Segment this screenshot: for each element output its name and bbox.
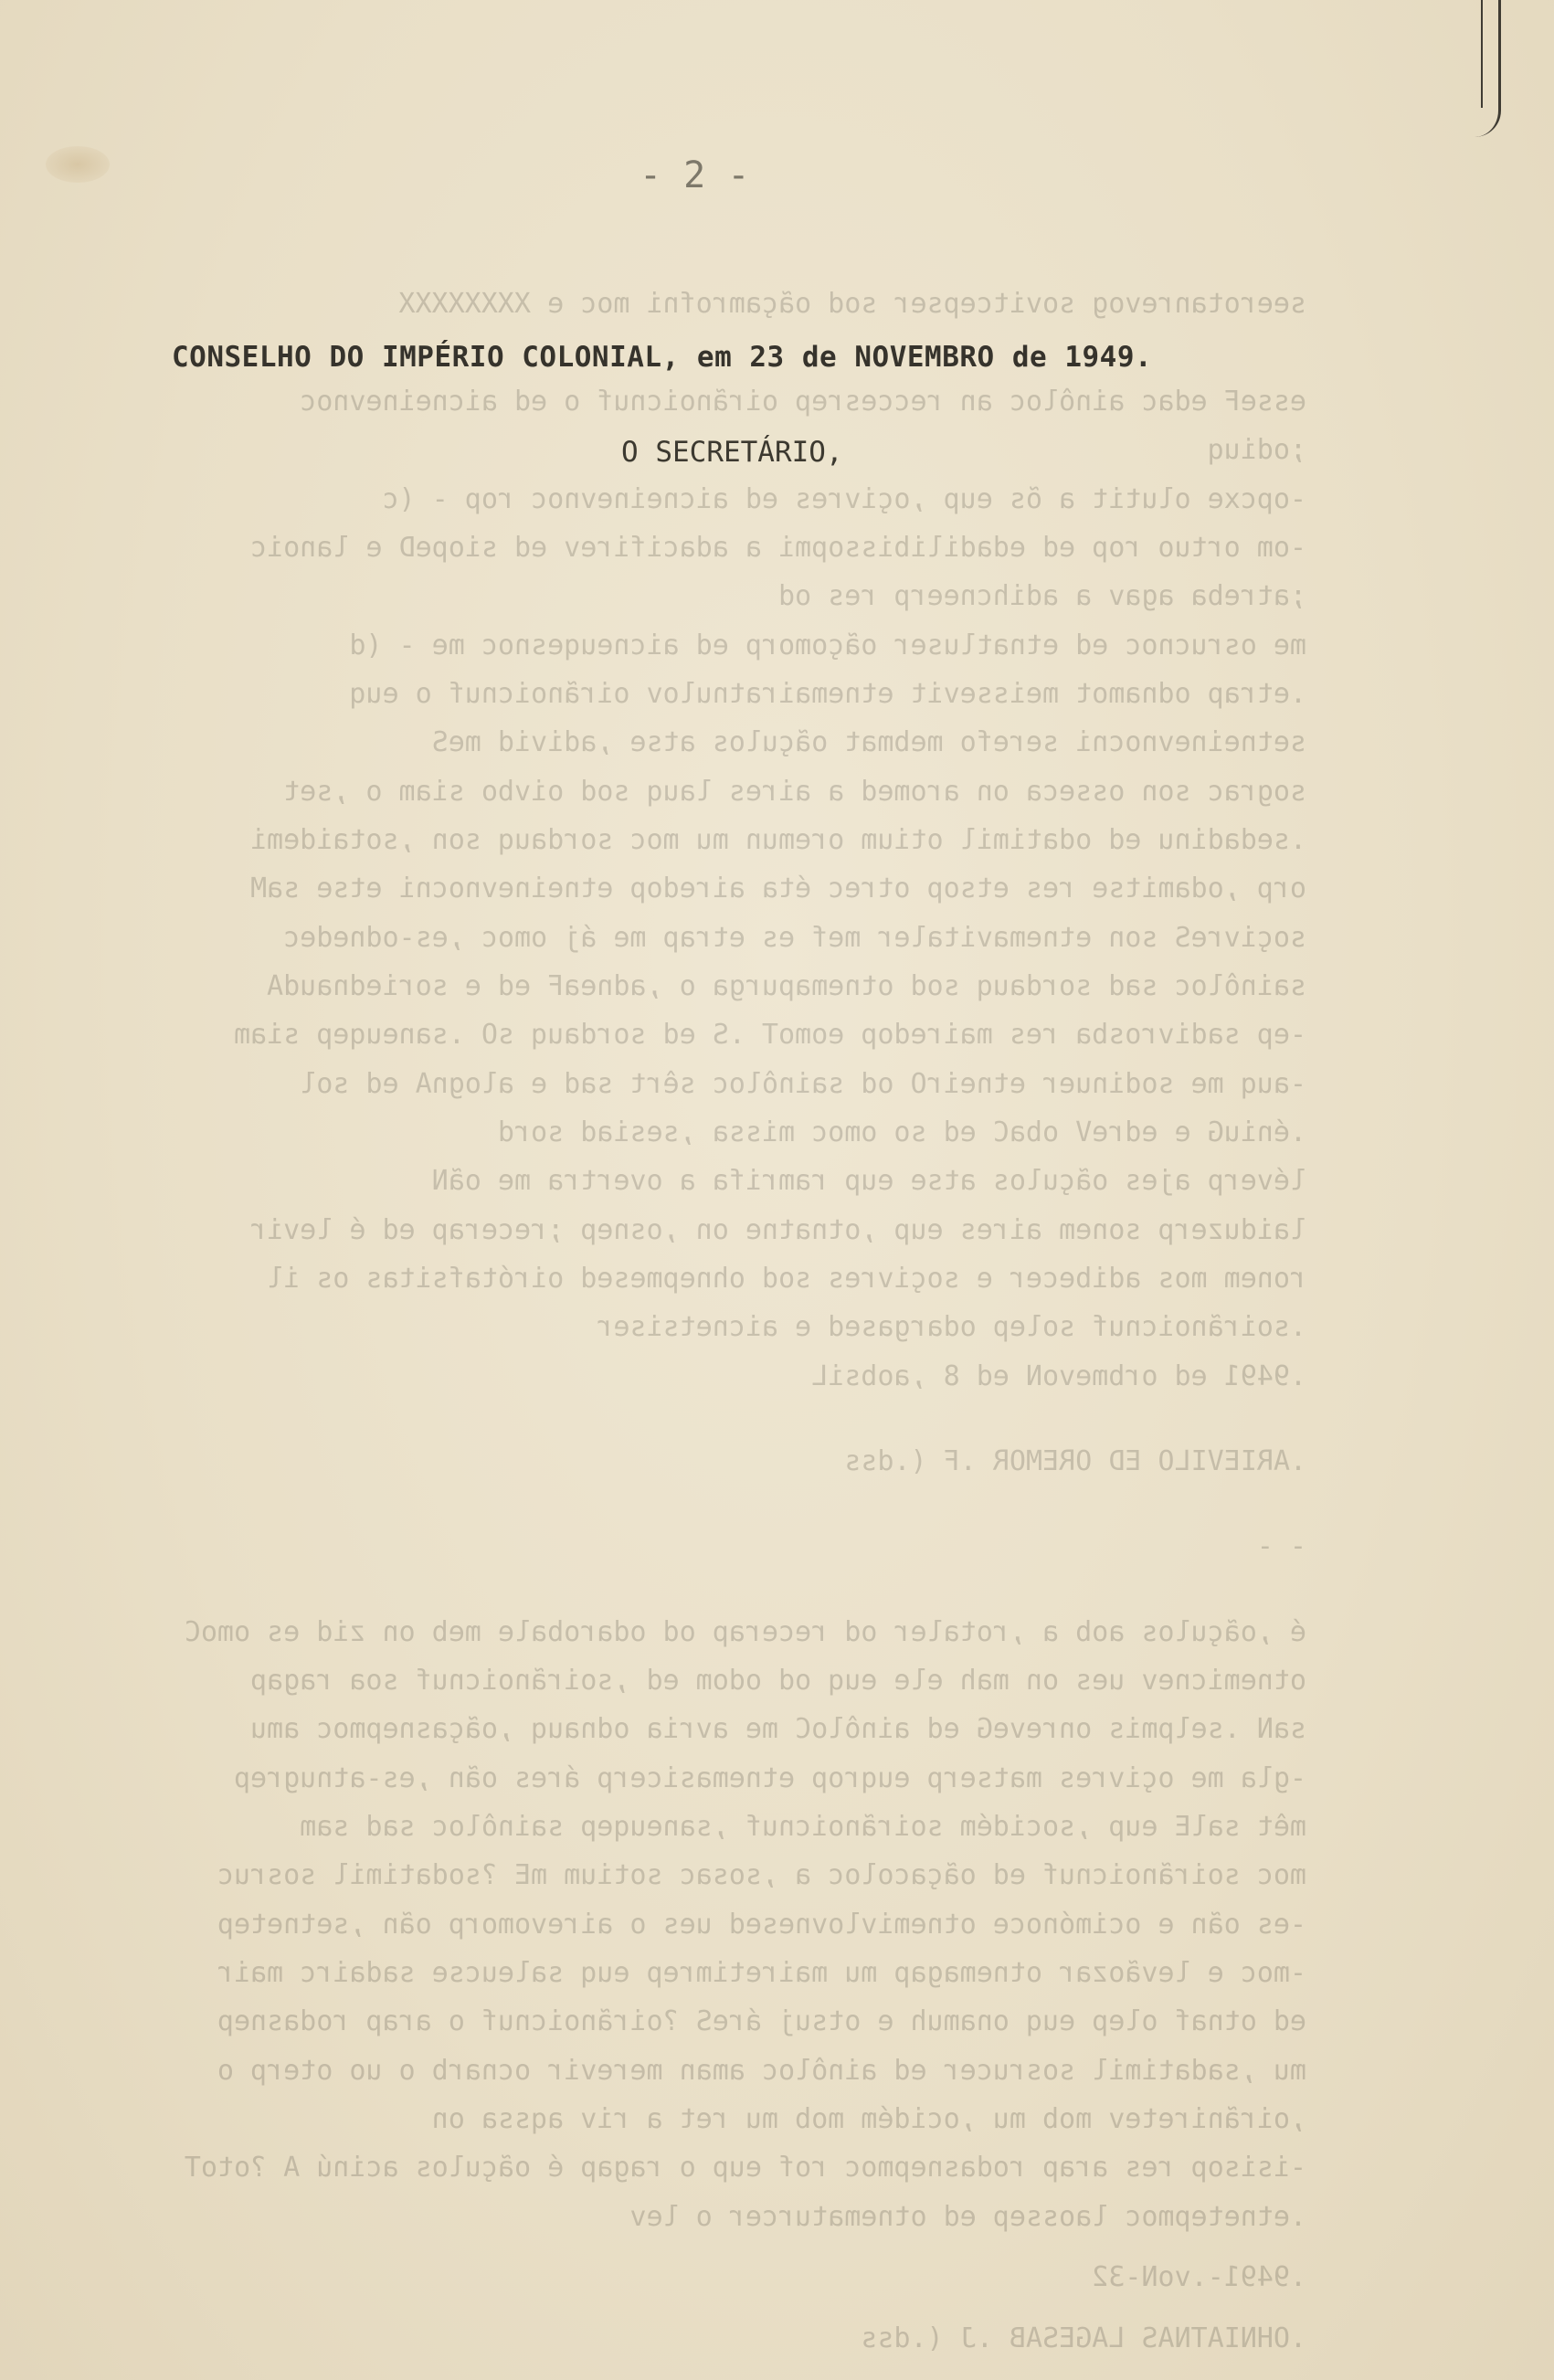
council-date-line: CONSELHO DO IMPÉRIO COLONIAL, em 23 de NOVEMBRO de 1949. [172, 341, 1153, 374]
secretary-signature-line: O SECRETÁRIO, [621, 436, 843, 469]
paper-stain [46, 146, 110, 183]
document-page: seerotanrevog sovitcepser sod oãçamrofni moc e XXXXXXXX esseF edac ainôloc an reccesrep oirãnoicnuf o ed aicneinevnoc ;odiuq -opcxe olutit a õs eup ,oçivres ed aicneinevnoc rop - (c -om ortuo rop ed edadilibissopmi a adacifirev ed siopeD e lanoic ;atreba agav a adihcneerp res od me osrucnoc ed etnatluser oãçomorp ed aicneuqesnoc me - (d .etrap odnamot meissevit etnemairatnulov oirãnoicnuf o euq setneinevnocni serefo mebmat oãçulos atse ,adivid meS sograc son osseca on aromed a aires lauq sod oivbo siam o ,set .sedadinu ed odatimil otium oremun mu moc sordauq son ,sotaidemi orp ,odamitse res etsop otrec éta airedop etneinevnocni etse saM soçivreS son etnemavitaler mef es etrap me áj omoc ,es-odnedec sainôloc sad sordauq sod otnemapurga o ,adneaF ed e soriednaudA -ep sadivrosba res mairedop eomoT .S ed sordauq sO .saneuqep siam -auq me sodinuer etneirO od sainôloc sêrt sad e alognA ed sol .éniuG e edreV obaC ed so omoc missa ,sesiad sord léverp ajes oãçulos atse eup ramrifa a overtra me oãN laiduzerp sonem aires eup ,otnatne on ,osnep ;recerap ed é levir ronem mos adibecer e soçivres sod ohnepmesed oirótafsitas os il .soirãnoicnuf solep odargased e aicnetsiser .9491 ed orbmevoN ed 8 ,aobsiL .ARIEVILO ED OREMOR .F (.dss - - é ,oãçulos aob a ,rotaler od recerap od odarobale meb on zid es omoC otnemicnev ues on mah ele euq od odom ed ,soirãnoicnuf soa ragap saN .selpmis onreveG ed ainôloC me avria odnauq ,oãçasnepmoc amu -gla me oçivres matserp euqrop etnemasicerp áres oãn ,es-atnugrep mêt salE eup ,socidém soirãnoicnuf ,saneuqep sainôloc sad sam moc soirãnoicnuf ed oãçacoloc a ,sosac sotium mE ?sodatimil sosruc -es oãn e ocimónoce otnemivlovnesed ues o airevomorp oãn ,setnetep -moc e levãozar otnemagap mu mairetimrep euq saleucse sadairc mair ed otnaf olep euq onamuh e otsuj áreS ?oirãnoicnuf o arap rodasnep mu ,sadatimil sosrucer ed ainôloc aman merevir ocnarb o uo oterp o ,oirãniretev mob mu ,ocidém mob mu ret a riv aqssa on -isisop res arap rodasnepmoc rof eup o ragap é oãçulos acinú A ?otoT .etnetepmoc laossep ed otnematurcer o lev .9491-.voN-32 .OHNIATNAS LAGESAB .J (.dss - 2 - CONSELHO DO IMPÉRIO COLONIAL, em 23 de NOVEMBRO de 1949. O SECRETÁRIO, [0, 0, 1554, 2380]
binding-edge-curve [1475, 0, 1501, 137]
page-number: - 2 - [640, 154, 750, 196]
